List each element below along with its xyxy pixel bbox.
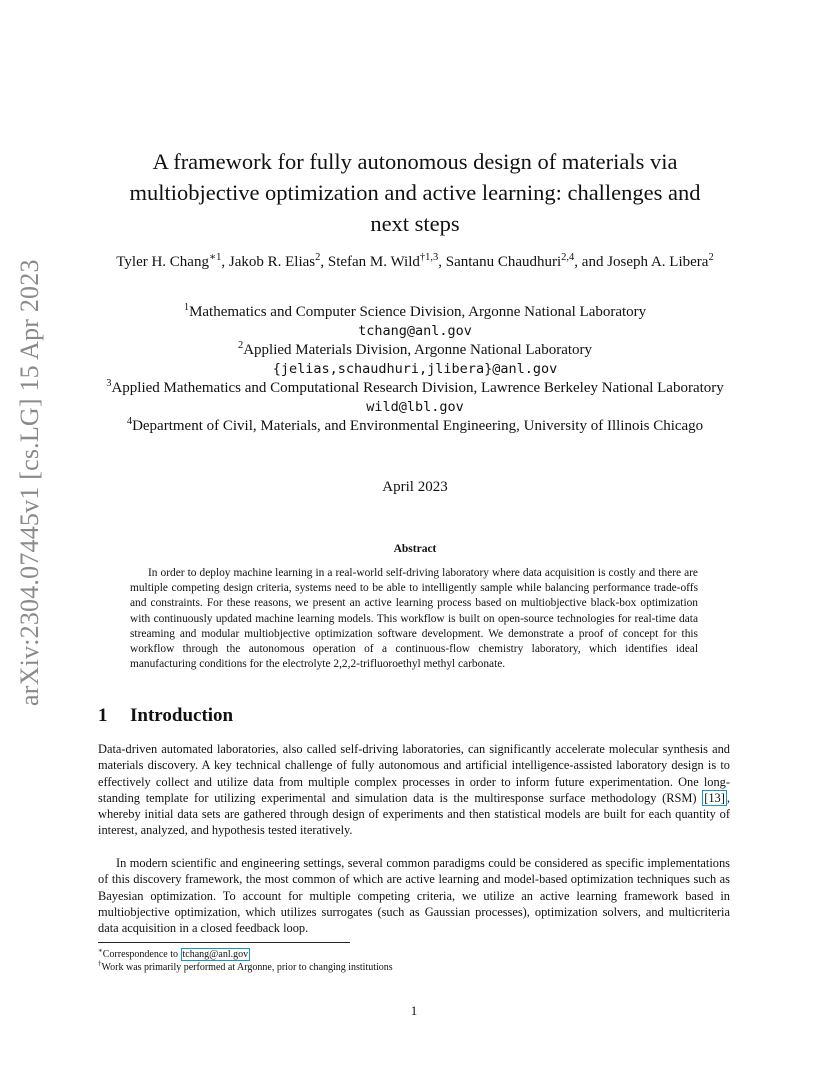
page-number: 1 — [410, 1003, 418, 1018]
affiliation-number: 1 — [183, 302, 190, 313]
author-separator: , — [221, 254, 229, 270]
author-name: Tyler H. Chang — [116, 254, 209, 270]
affiliation-number: 2 — [237, 340, 244, 351]
paragraph-text: , whereby initial data sets are gathered through design of experiments and then statistical models are built for each quantity of interest, analyzed, and hypothesis tested iteratively. — [98, 790, 730, 838]
author-affiliation-mark: †1,3 — [419, 252, 439, 263]
publication-date: April 2023 — [382, 479, 448, 495]
affiliation-email: tchang@anl.gov — [358, 323, 472, 339]
author-affiliation-mark: 2 — [315, 252, 321, 263]
section-heading — [98, 705, 233, 727]
abstract-text: In order to deploy machine learning in a real-world self-driving laboratory where data acquisition is costly and there are multiple competing design criteria, systems need to be able to intelligently sample while balancing performance trade-offs and constraints. For these reasons, we present an active learning process based on multiobjective black-box optimization with continuously updated machine learning models. This workflow is built on open-source technologies for real-time data streaming and modular multiobjective optimization software development. We demonstrate a proof of concept for this workflow through the autonomous operation of a continuous-flow chemistry laboratory, which identifies ideal manufacturing conditions for the electrolyte 2,2,2-trifluoroethyl methyl carbonate. — [130, 567, 698, 671]
footnote-text: Work was primarily performed at Argonne, prior to changing institutions — [101, 962, 393, 973]
footnote — [98, 961, 730, 974]
footnote-mark: ∗ — [98, 946, 103, 955]
author-affiliation-mark: 2,4 — [561, 252, 575, 263]
author-and: , and — [574, 254, 608, 270]
paper-title — [100, 146, 730, 239]
abstract-heading: Abstract — [393, 543, 437, 555]
arxiv-identifier-stamp: arXiv:2304.07445v1 [cs.LG] 15 Apr 2023 — [15, 259, 44, 706]
author-affiliation-mark: ∗1 — [208, 252, 222, 263]
author-separator: , — [438, 254, 446, 270]
affiliation-name: Applied Materials Division, Argonne National Laboratory — [243, 342, 593, 358]
affiliation-email: wild@lbl.gov — [366, 399, 464, 415]
footnote — [98, 948, 730, 961]
title-line: multiobjective optimization and active learning: challenges and — [129, 180, 701, 205]
affiliation-list — [100, 303, 730, 436]
title-line: next steps — [370, 211, 460, 236]
section-number: 1 — [98, 705, 108, 726]
author-name: Jakob R. Elias — [228, 254, 316, 270]
affiliation-email: {jelias,schaudhuri,jlibera}@anl.gov — [272, 361, 558, 377]
author-name: Stefan M. Wild — [327, 254, 420, 270]
affiliation-number: 4 — [126, 416, 133, 427]
intro-paragraph — [98, 741, 730, 839]
author-name: Santanu Chaudhuri — [445, 254, 562, 270]
footnote-divider — [98, 942, 350, 943]
affiliation-name: Department of Civil, Materials, and Environmental Engineering, University of Illinois Chicago — [132, 418, 704, 434]
footnote-mark: † — [98, 959, 102, 968]
email-link[interactable]: tchang@anl.gov — [182, 949, 249, 960]
paragraph-text: Data-driven automated laboratories, also called self-driving laboratories, can significantly accelerate molecular synthesis and materials discovery. A key technical challenge of fully autonomous and artificial intelligence-assisted laboratory design is to effectively collect and utilize data from multiple complex processes in order to inform future experimentation. One long-standing template for utilizing experimental and simulation data is the multiresponse surface methodology (RSM) — [98, 742, 730, 805]
affiliation — [100, 379, 730, 417]
footnote-text: Correspondence to — [102, 949, 181, 960]
author-name: Joseph A. Libera — [607, 254, 709, 270]
intro-paragraph: In modern scientific and engineering settings, several common paradigms could be considered as specific implementations of this discovery framework, the most common of which are active learning and model-based optimization techniques such as Bayesian optimization. To account for multiple competing criteria, we utilize an active learning framework based in multiobjective optimization, which utilizes surrogates (such as Gaussian processes), optimization solvers, and multicriteria data acquisition in a closed feedback loop. — [98, 856, 730, 936]
section-title: Introduction — [130, 705, 234, 726]
affiliation — [100, 341, 730, 379]
affiliation — [100, 417, 730, 436]
author-affiliation-mark: 2 — [708, 252, 714, 263]
affiliation — [100, 303, 730, 341]
title-line: A framework for fully autonomous design of materials via — [152, 149, 678, 174]
citation-link[interactable]: [13] — [704, 790, 725, 805]
affiliation-name: Mathematics and Computer Science Division, Argonne National Laboratory — [189, 304, 647, 320]
affiliation-number: 3 — [106, 378, 112, 389]
author-list — [100, 252, 730, 272]
affiliation-name: Applied Mathematics and Computational Research Division, Lawrence Berkeley National Laboratory — [111, 380, 724, 396]
author-separator: , — [320, 254, 328, 270]
